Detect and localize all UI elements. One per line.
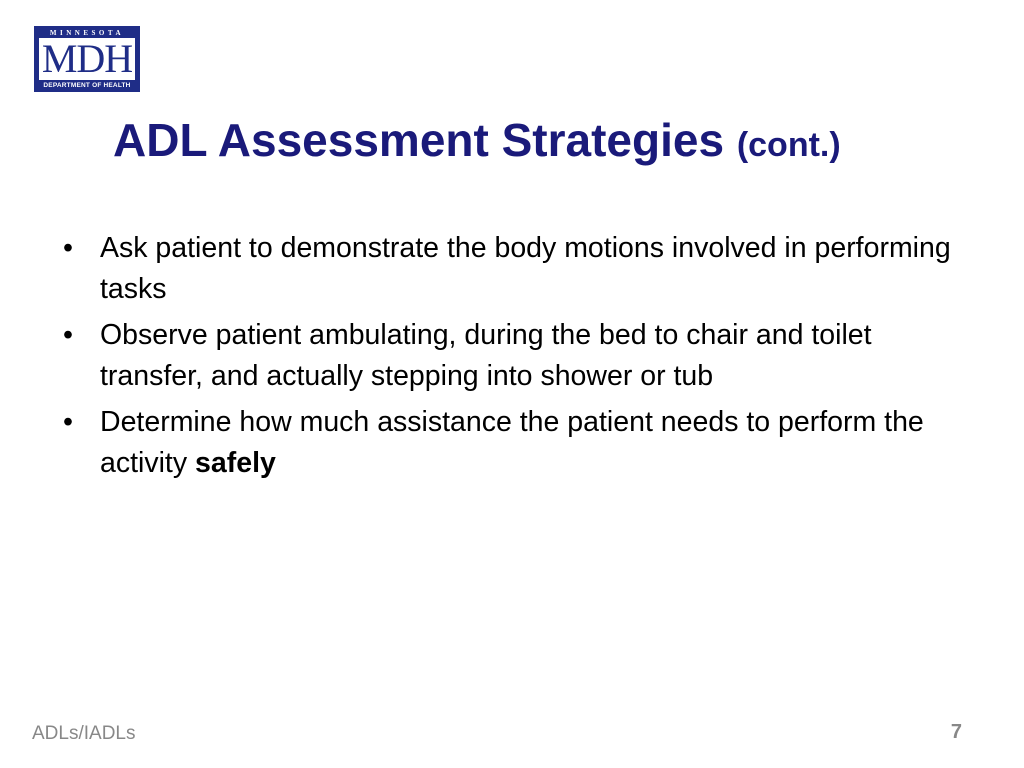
logo-department-text: DEPARTMENT OF HEALTH bbox=[43, 82, 131, 89]
mdh-logo bbox=[34, 26, 140, 92]
bullet-text: Determine how much assistance the patient needs to perform the activity bbox=[100, 406, 924, 479]
logo-state-text: MINNESOTA bbox=[49, 29, 125, 37]
bullet-list bbox=[58, 228, 978, 489]
bullet-item bbox=[58, 228, 978, 310]
footer-label: ADLs/IADLs bbox=[32, 723, 136, 744]
title-main: ADL Assessment Strategies bbox=[113, 114, 725, 166]
logo-main-panel bbox=[39, 38, 135, 80]
bullet-icon: • bbox=[63, 232, 73, 264]
slide-title bbox=[113, 112, 841, 173]
title-suffix: (cont.) bbox=[736, 126, 841, 164]
bullet-item bbox=[58, 315, 978, 397]
logo-main-text: MDH bbox=[41, 36, 133, 81]
bullet-icon: • bbox=[63, 406, 73, 438]
bullet-item bbox=[58, 402, 978, 484]
bullet-text: Observe patient ambulating, during the bed to chair and toilet transfer, and actually stepping into shower or tub bbox=[100, 319, 872, 392]
bullet-emphasis: safely bbox=[195, 447, 276, 479]
page-number: 7 bbox=[950, 721, 962, 743]
bullet-icon: • bbox=[63, 319, 73, 351]
bullet-text: Ask patient to demonstrate the body motions involved in performing tasks bbox=[100, 232, 951, 305]
